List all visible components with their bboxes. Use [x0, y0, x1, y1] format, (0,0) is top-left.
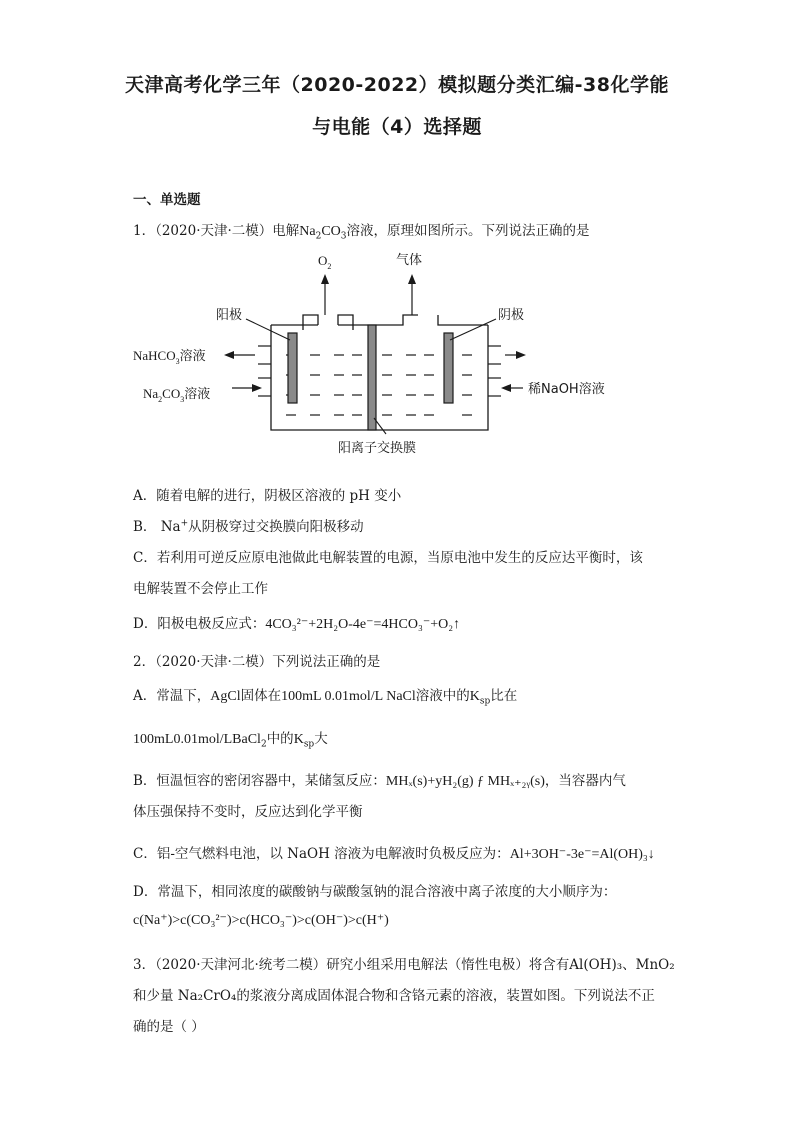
- q2-option-b-line2: 体压强保持不变时，反应达到化学平衡: [133, 804, 363, 820]
- q3-line3: 确的是（ ）: [133, 1019, 205, 1035]
- gas-label: 气体: [396, 253, 423, 268]
- q3-line1: 3．（2020·天津河北·统考二模）研究小组采用电解法（惰性电极）将含有Al(OH)₃、MnO₂: [133, 957, 675, 973]
- page-title-line2: 与电能（4）选择题: [312, 116, 482, 138]
- q2-option-c: C．铝-空气燃料电池，以 NaOH 溶液为电解液时负极反应为：Al+3OH⁻-3e⁻=Al(OH)₃↓: [133, 846, 655, 862]
- section-heading: 一、单选题: [133, 192, 201, 208]
- cathode-electrode: [444, 333, 453, 403]
- cation-exchange-membrane: [368, 325, 376, 430]
- o2-label: $O_2$: [318, 253, 332, 271]
- electrolysis-diagram: [128, 240, 628, 460]
- o2-outlet: [303, 315, 318, 330]
- q2-option-b-line1: B．恒温恒容的密闭容器中，某储氢反应：MHₓ(s)+yH₂(g) ƒ MHₓ₊₂ᵧ(s)，当容器内气: [133, 773, 626, 789]
- electrolytic-cell: [271, 325, 488, 430]
- q2-option-d-line1: D．常温下，相同浓度的碳酸钠与碳酸氢钠的混合溶液中离子浓度的大小顺序为：: [133, 884, 617, 900]
- q2-stem: 2．（2020·天津·二模）下列说法正确的是: [133, 654, 381, 670]
- na2co3-in-arrow: [252, 384, 262, 392]
- o2-up-arrow: [321, 274, 329, 284]
- q2-option-d-line2: c(Na⁺)>c(CO₃²⁻)>c(HCO₃⁻)>c(OH⁻)>c(H⁺): [133, 913, 389, 928]
- gas-up-arrow: [408, 274, 416, 284]
- q2-option-a-line1: A．常温下，AgCl固体在100mL 0.01mol/L NaCl溶液中的$K_{sp}$比在: [133, 688, 518, 707]
- cathode-out-arrow: [516, 351, 526, 359]
- q1-stem: 1．（2020·天津·二模）电解$Na_2CO_3$溶液，原理如图所示。下列说法正确的是: [133, 223, 590, 242]
- cathode-label: 阴极: [498, 308, 525, 323]
- q1-option-a: A．随着电解的进行，阴极区溶液的 pH 变小: [133, 488, 402, 504]
- q3-line2: 和少量 Na₂CrO₄的浆液分离成固体混合物和含铬元素的溶液，装置如图。下列说法不正: [133, 988, 655, 1004]
- gas-outlet: [338, 315, 353, 330]
- anode-label: 阳极: [216, 308, 243, 323]
- membrane-label: 阳离子交换膜: [338, 441, 417, 456]
- na2co3-label: $Na_2CO_3$溶液: [143, 386, 211, 404]
- page-title-line1: 天津高考化学三年（2020-2022）模拟题分类汇编-38化学能: [125, 74, 669, 96]
- q1-option-b: B． Na+从阴极穿过交换膜向阳极移动: [133, 518, 364, 535]
- anode-electrode: [288, 333, 297, 403]
- q1-option-d: D．阳极电极反应式：4CO₃²⁻+2H₂O-4e⁻=4HCO₃⁻+O₂↑: [133, 616, 461, 632]
- nahco3-label: NaHCO$_3$溶液: [133, 348, 206, 366]
- q1-option-c-line2: 电解装置不会停止工作: [133, 581, 268, 597]
- q2-option-a-line2: 100mL0.01mol/LBaCl$_2$中的$K_{sp}$大: [133, 731, 328, 750]
- q1-option-c-line1: C．若利用可逆反应原电池做此电解装置的电源，当原电池中发生的反应达平衡时，该: [133, 550, 643, 566]
- naoh-in-arrow: [501, 384, 511, 392]
- nahco3-out-arrow: [224, 351, 234, 359]
- naoh-label: 稀NaOH溶液: [528, 382, 605, 397]
